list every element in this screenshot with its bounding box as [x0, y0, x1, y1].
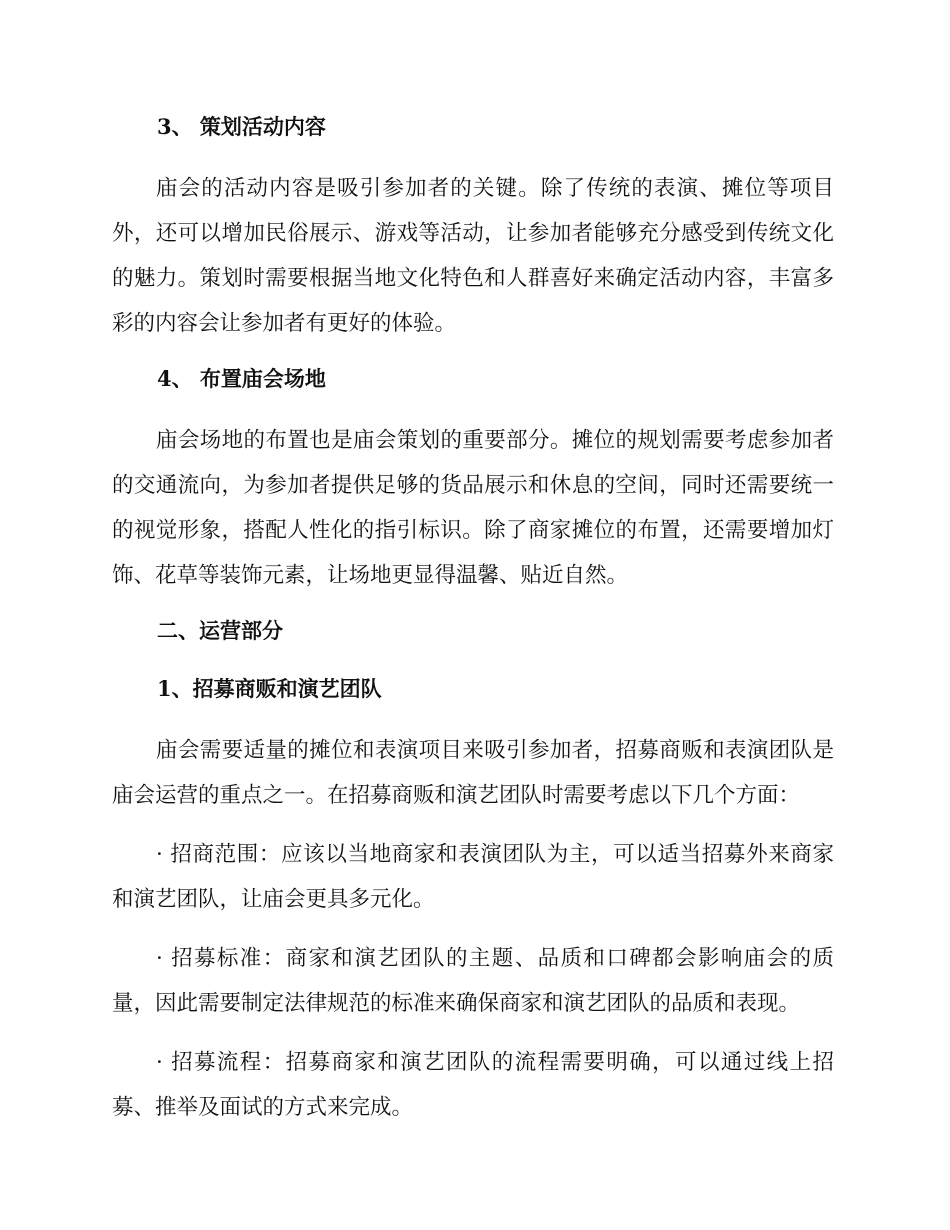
bullet-recruitment-scope: · 招商范围：应该以当地商家和表演团队为主，可以适当招募外来商家和演艺团队，让庙会更具多元化。: [112, 842, 834, 912]
bullet-recruitment-standard: · 招募标准：商家和演艺团队的主题、品质和口碑都会影响庙会的质量，因此需要制定法律规范的标准来确保商家和演艺团队的品质和表现。: [112, 946, 834, 1016]
paragraph-recruitment-intro: 庙会需要适量的摊位和表演项目来吸引参加者，招募商贩和表演团队是庙会运营的重点之一。在招募商贩和演艺团队时需要考虑以下几个方面：: [112, 738, 834, 808]
section-heading-plan-activities: 3、 策划活动内容: [157, 114, 326, 139]
section-heading-recruitment: 1、招募商贩和演艺团队: [157, 676, 382, 701]
section-heading-venue-layout: 4、 布置庙会场地: [157, 366, 326, 391]
document-body: [112, 108, 834, 1144]
part-heading-operations: 二、运营部分: [157, 618, 283, 643]
paragraph-plan-activities: 庙会的活动内容是吸引参加者的关键。除了传统的表演、摊位等项目外，还可以增加民俗展示、游戏等活动，让参加者能够充分感受到传统文化的魅力。策划时需要根据当地文化特色和人群喜好来确定活动内容，丰富多彩的内容会让参加者有更好的体验。: [112, 176, 834, 336]
bullet-recruitment-process: · 招募流程：招募商家和演艺团队的流程需要明确，可以通过线上招募、推举及面试的方式来完成。: [112, 1050, 834, 1120]
paragraph-venue-layout: 庙会场地的布置也是庙会策划的重要部分。摊位的规划需要考虑参加者的交通流向，为参加者提供足够的货品展示和休息的空间，同时还需要统一的视觉形象，搭配人性化的指引标识。除了商家摊位的布置，还需要增加灯饰、花草等装饰元素，让场地更显得温馨、贴近自然。: [112, 428, 834, 588]
